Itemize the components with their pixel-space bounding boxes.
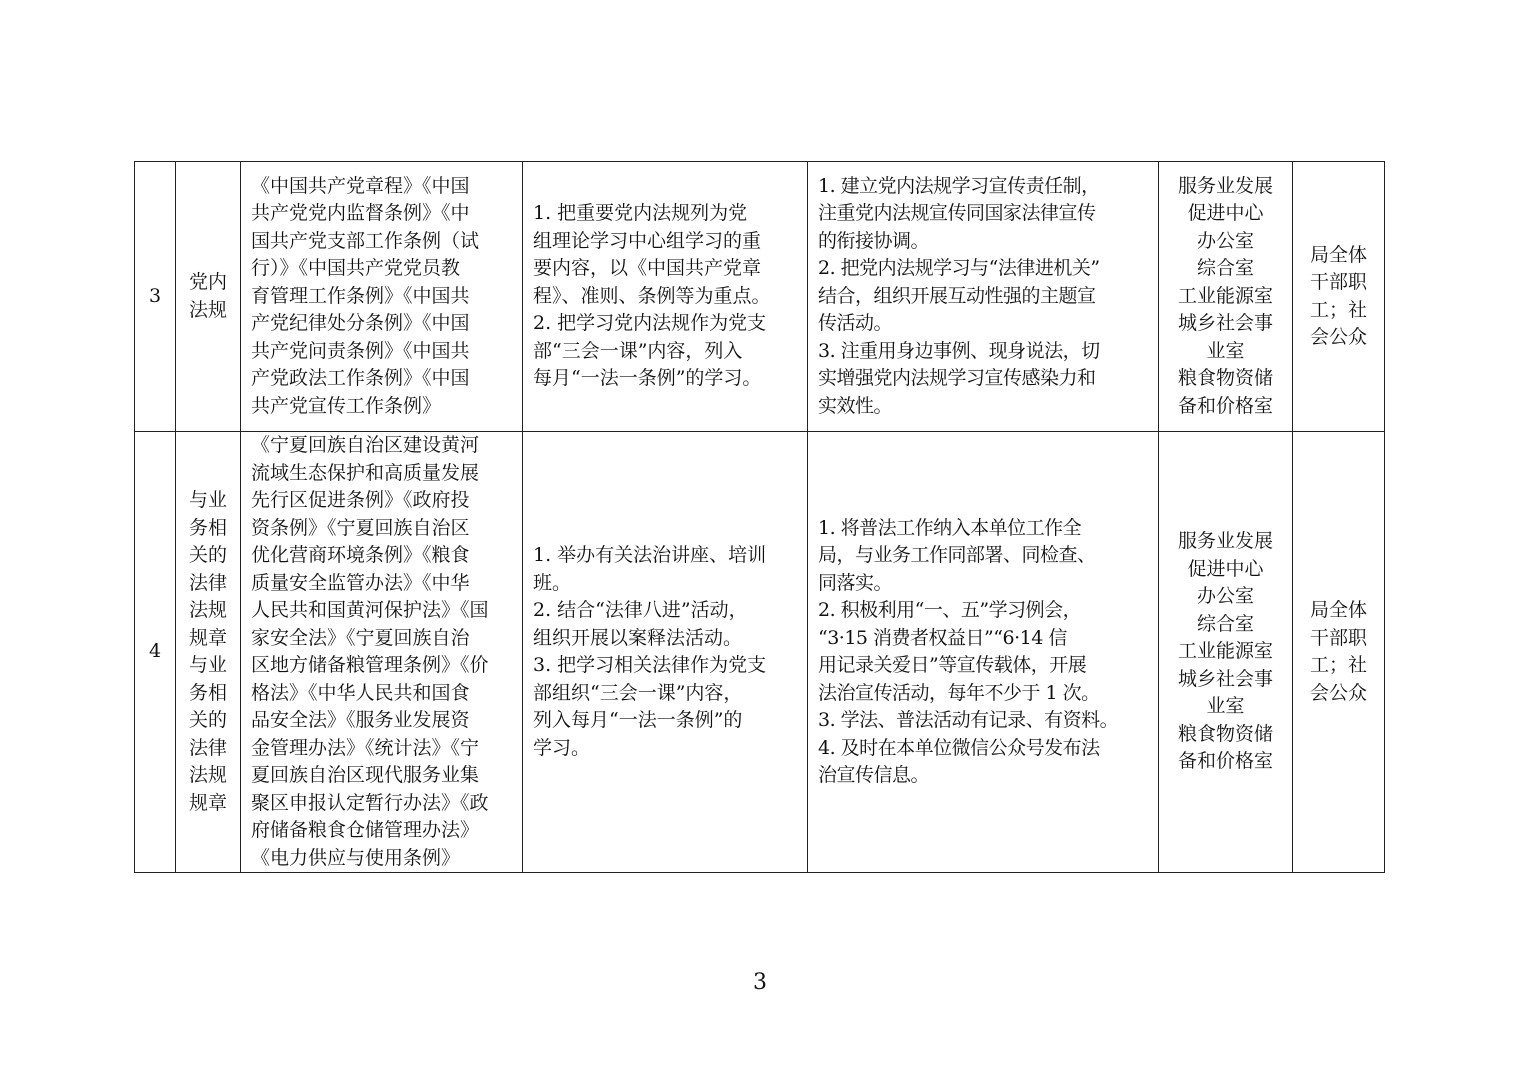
text-line: 规章 bbox=[188, 791, 227, 814]
policy-table bbox=[134, 161, 1385, 873]
text-line: 办公室 bbox=[1196, 229, 1254, 252]
text-line: 每月“一法一条例”的学习。 bbox=[533, 367, 762, 390]
text-line: 业室 bbox=[1206, 339, 1245, 362]
row-number: 4 bbox=[135, 432, 176, 873]
text-line: 优化营商环境条例》《粮食 bbox=[251, 544, 470, 566]
text-line: 聚区申报认定暂行办法》《政 bbox=[251, 791, 489, 814]
departments-cell bbox=[1159, 162, 1293, 432]
category-cell bbox=[176, 162, 241, 432]
text-line: 区地方储备粮管理条例》《价 bbox=[251, 654, 489, 676]
text-line: 1. 将普法工作纳入本单位工作全 bbox=[818, 516, 1082, 539]
text-line: 关的 bbox=[188, 709, 227, 731]
text-line: 会公众 bbox=[1309, 681, 1367, 704]
requirements-cell bbox=[808, 162, 1159, 432]
text-line: 学习。 bbox=[533, 736, 591, 759]
requirements-cell bbox=[808, 432, 1159, 873]
text-line: 组织开展以案释法活动。 bbox=[533, 626, 743, 649]
measures-cell bbox=[523, 432, 808, 873]
text-line: 育管理工作条例》《中国共 bbox=[251, 284, 470, 307]
text-line: 工；社 bbox=[1309, 654, 1367, 676]
text-line: 产党纪律处分条例》《中国 bbox=[251, 312, 470, 335]
text-line: 党内 bbox=[188, 271, 227, 293]
text-line: 法治宣传活动，每年不少于 1 次。 bbox=[818, 681, 1100, 704]
text-line: 工；社 bbox=[1309, 298, 1367, 321]
text-line: 注重党内法规宣传同国家法律宣传 bbox=[818, 202, 1096, 225]
text-line: 4. 及时在本单位微信公众号发布法 bbox=[818, 736, 1100, 759]
table-row bbox=[135, 432, 1385, 873]
text-line: 实增强党内法规学习宣传感染力和 bbox=[818, 367, 1096, 390]
page-number: 3 bbox=[753, 970, 767, 995]
text-line: 人民共和国黄河保护法》《国 bbox=[251, 599, 489, 621]
text-line: 备和价格室 bbox=[1177, 394, 1273, 417]
text-line: 法规 bbox=[188, 599, 227, 621]
category-cell bbox=[176, 432, 241, 873]
audience-cell bbox=[1293, 432, 1385, 873]
text-line: 格法》《中华人民共和国食 bbox=[251, 681, 470, 704]
text-line: 促进中心 bbox=[1187, 202, 1264, 225]
text-line: 1. 建立党内法规学习宣传责任制， bbox=[818, 174, 1100, 197]
text-line: 综合室 bbox=[1196, 257, 1254, 280]
text-line: 3. 把学习相关法律作为党支 bbox=[533, 654, 767, 676]
text-line: 业室 bbox=[1206, 695, 1245, 718]
text-line: 法规 bbox=[188, 298, 227, 321]
text-line: 实效性。 bbox=[818, 394, 893, 417]
text-line: 干部职 bbox=[1309, 271, 1367, 293]
text-line: 品安全法》《服务业发展资 bbox=[251, 709, 470, 731]
text-line: 资条例》《宁夏回族自治区 bbox=[251, 516, 470, 539]
text-line: 2. 把学习党内法规作为党支 bbox=[533, 312, 767, 335]
text-line: 2. 积极利用“一、五”学习例会， bbox=[818, 599, 1082, 621]
text-line: 夏回族自治区现代服务业集 bbox=[251, 764, 480, 786]
text-line: 治宣传信息。 bbox=[818, 764, 930, 786]
text-line: 会公众 bbox=[1309, 326, 1367, 348]
text-line: 法规 bbox=[188, 764, 227, 786]
text-line: 班。 bbox=[533, 571, 572, 594]
text-line: 质量安全监管办法》《中华 bbox=[251, 571, 470, 594]
text-line: 国共产党支部工作条例（试 bbox=[251, 229, 480, 252]
laws-cell bbox=[241, 162, 523, 432]
text-line: 行）》《中国共产党党员教 bbox=[251, 257, 461, 280]
text-line: 产党政法工作条例》《中国 bbox=[251, 367, 470, 390]
text-line: 局全体 bbox=[1309, 599, 1367, 621]
text-line: 工业能源室 bbox=[1177, 284, 1273, 307]
row-number: 3 bbox=[135, 162, 176, 432]
text-line: 1. 把重要党内法规列为党 bbox=[533, 202, 748, 225]
text-line: 局全体 bbox=[1309, 243, 1367, 266]
departments-cell bbox=[1159, 432, 1293, 873]
table-row bbox=[135, 162, 1385, 432]
text-line: 1. 举办有关法治讲座、培训 bbox=[533, 544, 767, 566]
text-line: 务相 bbox=[188, 681, 227, 704]
text-line: 共产党党内监督条例》《中 bbox=[251, 202, 470, 225]
measures-cell bbox=[523, 162, 808, 432]
text-line: 服务业发展 bbox=[1177, 530, 1273, 553]
text-line: 府储备粮食仓储管理办法》 bbox=[251, 819, 480, 841]
text-line: 部“三会一课”内容，列入 bbox=[533, 339, 743, 362]
text-line: 法律 bbox=[188, 571, 227, 594]
text-line: 城乡社会事 bbox=[1177, 667, 1273, 690]
text-line: 法律 bbox=[188, 736, 227, 759]
text-line: 局，与业务工作同部署、同检查、 bbox=[818, 544, 1096, 566]
text-line: 与业 bbox=[188, 654, 227, 676]
text-line: 《中国共产党章程》《中国 bbox=[251, 174, 470, 197]
text-line: 3. 学法、普法活动有记录、有资料。 bbox=[818, 709, 1119, 731]
text-line: 粮食物资储 bbox=[1177, 367, 1273, 390]
text-line: 与业 bbox=[188, 489, 227, 511]
text-line: 金管理办法》《统计法》《宁 bbox=[251, 736, 480, 759]
text-line: 列入每月“一法一条例”的 bbox=[533, 709, 743, 731]
text-line: 程》、准则、条例等为重点。 bbox=[533, 284, 771, 307]
laws-cell bbox=[241, 432, 523, 873]
text-line: 备和价格室 bbox=[1177, 750, 1273, 773]
text-line: 传活动。 bbox=[818, 312, 893, 335]
text-line: 流域生态保护和高质量发展 bbox=[251, 461, 480, 484]
text-line: 共产党问责条例》《中国共 bbox=[251, 339, 470, 362]
text-line: 家安全法》《宁夏回族自治 bbox=[251, 626, 470, 649]
text-line: 2. 把党内法规学习与“法律进机关” bbox=[818, 257, 1100, 280]
text-line: 促进中心 bbox=[1187, 557, 1264, 580]
text-line: “3·15 消费者权益日”“6·14 信 bbox=[818, 626, 1067, 649]
text-line: 2. 结合“法律八进”活动， bbox=[533, 599, 748, 621]
text-line: 办公室 bbox=[1196, 585, 1254, 608]
text-line: 要内容，以《中国共产党章 bbox=[533, 257, 762, 280]
text-line: 的衔接协调。 bbox=[818, 229, 930, 252]
text-line: 干部职 bbox=[1309, 626, 1367, 649]
text-line: 结合，组织开展互动性强的主题宣 bbox=[818, 284, 1096, 307]
text-line: 先行区促进条例》《政府投 bbox=[251, 489, 470, 511]
text-line: 务相 bbox=[188, 516, 227, 539]
text-line: 规章 bbox=[188, 626, 227, 649]
text-line: 工业能源室 bbox=[1177, 640, 1273, 663]
text-line: 部组织“三会一课”内容， bbox=[533, 681, 743, 704]
text-line: 《宁夏回族自治区建设黄河 bbox=[251, 434, 480, 456]
text-line: 共产党宣传工作条例》 bbox=[251, 394, 442, 417]
text-line: 城乡社会事 bbox=[1177, 312, 1273, 335]
text-line: 服务业发展 bbox=[1177, 174, 1273, 197]
text-line: 综合室 bbox=[1196, 612, 1254, 635]
text-line: 组理论学习中心组学习的重 bbox=[533, 229, 762, 252]
text-line: 同落实。 bbox=[818, 571, 893, 594]
audience-cell bbox=[1293, 162, 1385, 432]
text-line: 关的 bbox=[188, 544, 227, 566]
text-line: 《电力供应与使用条例》 bbox=[251, 846, 461, 869]
text-line: 3. 注重用身边事例、现身说法，切 bbox=[818, 339, 1100, 362]
text-line: 用记录关爱日”等宣传载体，开展 bbox=[818, 654, 1087, 676]
text-line: 粮食物资储 bbox=[1177, 722, 1273, 745]
